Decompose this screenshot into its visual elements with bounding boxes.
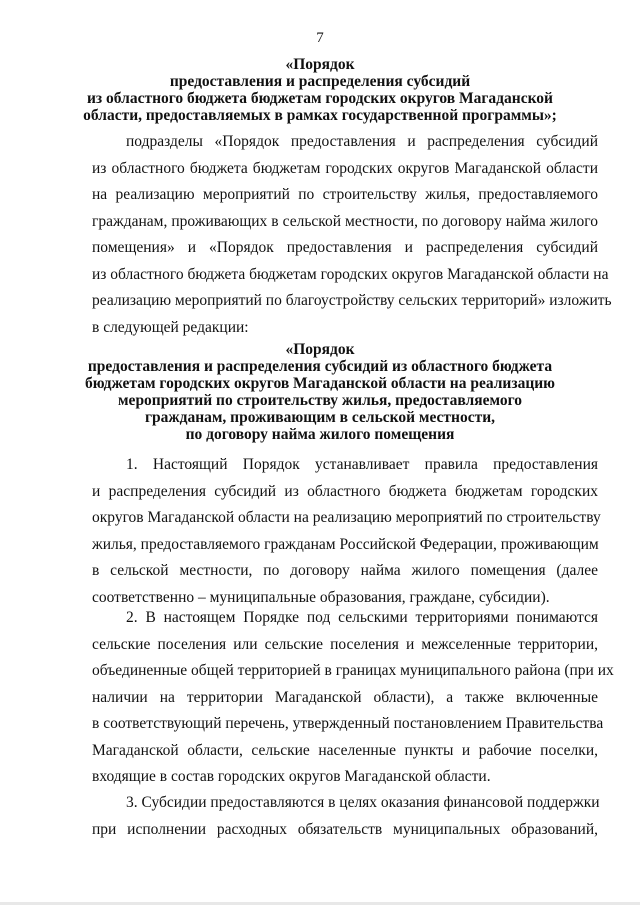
paragraph-line: 3. Субсидии предоставляются в целях оказания финансовой поддержки (126, 794, 600, 811)
section-heading-subsidies-procedure (40, 56, 600, 124)
heading-line: гражданам, проживающим в сельской местности, (144, 409, 496, 426)
paragraph-line: гражданам, проживающих в сельской местности, по договору найма жилого (92, 212, 598, 230)
paragraph-line: округов Магаданской области на реализацию мероприятий по строительству (92, 509, 601, 526)
heading-line: предоставления и распределения субсидий из областного бюджета (87, 358, 553, 375)
paragraph-line: из областного бюджета бюджетам городских округов Магаданской области на (92, 265, 609, 283)
section-heading-housing-procedure (40, 341, 600, 443)
intro-paragraph (92, 129, 612, 341)
paragraph-line: и распределения субсидий из областного бюджета бюджетам городских (92, 482, 598, 500)
paragraph-line: жилья, предоставляемого гражданам Российской Федерации, проживающим (92, 535, 599, 553)
heading-line: по договору найма жилого помещения (185, 426, 455, 443)
paragraph-line: Магаданской области, сельские населенные пункты и рабочие поселки, (92, 741, 598, 759)
heading-line: предоставления и распределения субсидий (169, 73, 471, 90)
heading-line: области, предоставляемых в рамках государственной программы»; (83, 107, 557, 124)
heading-line: «Порядок (285, 56, 355, 73)
paragraph-line: сельские поселения или сельские поселения и межселенные территории, (92, 635, 598, 653)
paragraph-line: из областного бюджета бюджетам городских округов Магаданской области (92, 159, 598, 177)
paragraph-line: на реализацию мероприятий по строительству жилья, предоставляемого (92, 186, 598, 203)
paragraph-line: реализацию мероприятий по благоустройству сельских территорий» изложить (92, 292, 612, 309)
paragraph-line: в соответствующий перечень, утвержденный постановлением Правительства (92, 715, 604, 732)
paragraph-line: в сельской местности, по договору найма жилого помещения (далее (92, 562, 598, 579)
paragraph-line: при исполнении расходных обязательств муниципальных образований, (92, 820, 598, 838)
heading-line: «Порядок (285, 341, 355, 358)
paragraph-line: наличии на территории Магаданской области), а также включенные (92, 688, 598, 706)
paragraph-line: объединенные общей территорией в границах муниципального района (при их (92, 662, 614, 679)
paragraph-line: входящие в состав городских округов Магаданской области. (92, 768, 491, 785)
paragraph-line: в следующей редакции: (92, 318, 249, 336)
paragraph-line: помещения» и «Порядок предоставления и распределения субсидий (92, 239, 598, 256)
paragraph-line: 1. Настоящий Порядок устанавливает правила предоставления (126, 456, 598, 473)
heading-line: мероприятий по строительству жилья, предоставляемого (118, 392, 522, 409)
clause-2-paragraph (92, 605, 614, 791)
paragraph-line: подразделы «Порядок предоставления и распределения субсидий (126, 133, 598, 150)
paragraph-line: соответственно – муниципальные образования, граждане, субсидии). (92, 588, 550, 606)
paragraph-line: 2. В настоящем Порядке под сельскими территориями понимаются (126, 609, 598, 626)
clause-3-paragraph (92, 790, 598, 843)
page-number: 7 (316, 30, 324, 46)
heading-line: бюджетам городских округов Магаданской области на реализацию (84, 375, 556, 392)
heading-line: из областного бюджета бюджетам городских округов Магаданской (86, 90, 553, 107)
clause-1-paragraph (92, 452, 601, 611)
